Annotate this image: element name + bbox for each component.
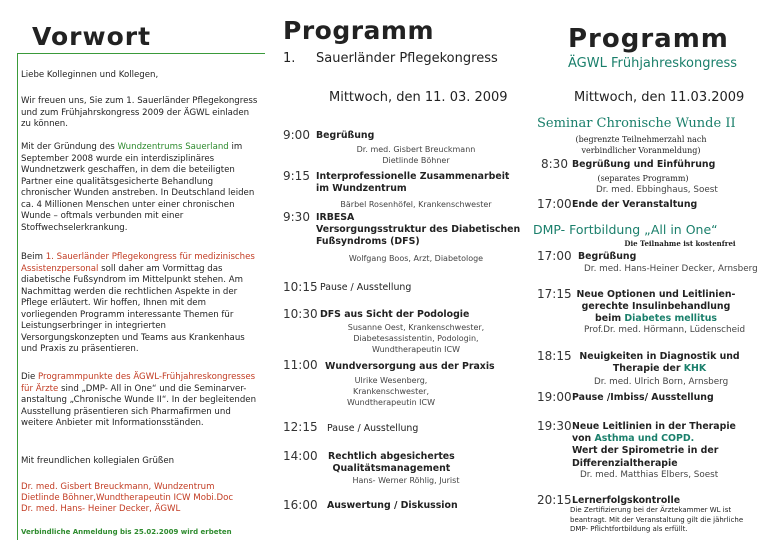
program-2-subtitle: ÄGWL Frühjahreskongress [568, 56, 738, 71]
schedule-title: DFS aus Sicht der Podologie [320, 309, 470, 320]
signature-3: Dr. med. Hans- Heiner Decker, ÄGWL [21, 504, 181, 514]
dmp-title: DMP- Fortbildung „All in One“ [533, 222, 718, 237]
schedule-speaker: Bärbel Rosenhöfel, Krankenschwester [340, 200, 492, 209]
schedule-time: 12:15 [283, 420, 318, 434]
signature-1: Dr. med. Gisbert Breuckmann, Wundzentrum [21, 482, 215, 492]
schedule-title: Wundversorgung aus der Praxis [325, 361, 495, 372]
schedule-time: 17:00 [537, 197, 572, 211]
paragraph-1: Wir freuen uns, Sie zum 1. Sauerländer Pflegekongress und zum Frühjahrskongress 2009 der ÄGWL einladen zu können. [21, 96, 258, 129]
schedule-title: Pause / Ausstellung [320, 282, 412, 293]
schedule-title: Begrüßung [316, 130, 375, 141]
registration-note: Verbindliche Anmeldung bis 25.02.2009 wird erbeten [21, 528, 232, 536]
schedule-speaker: Ulrike Wesenberg, Krankenschwester, Wundtherapeutin ICW [346, 376, 436, 407]
schedule-time: 17:15 [537, 287, 572, 301]
program-2-date: Mittwoch, den 11.03.2009 [574, 90, 745, 105]
certification-note: Die Zertifizierung bei der Ärztekammer WL ist beantragt. Mit der Veranstaltung gilt die jährliche DMP- Pflichtfortbildung als erfüllt. [570, 506, 744, 533]
schedule-time: 9:00 [283, 128, 310, 142]
paragraph-4: Die Programmpunkte des ÄGWL-Frühjahreskongresses für Ärzte sind „DMP- All in One“ und die Seminarver-anstaltung „Chronische Wunde II“. In der begleitenden Ausstellung präsentieren sich Pharmafirmen und weitere Anbieter mit Informationsständen. [21, 372, 257, 428]
signature-2: Dietlinde Böhner,Wundtherapeutin ICW Mobi.Doc [21, 493, 234, 503]
schedule-title: Rechtlich abgesichertes Qualitätsmanagement [328, 451, 455, 475]
schedule-time: 19:30 [537, 419, 572, 433]
schedule-time: 9:15 [283, 169, 310, 183]
schedule-title: Pause /Imbiss/ Ausstellung [572, 392, 714, 403]
schedule-title: Begrüßung und Einführung [572, 159, 716, 170]
schedule-time: 8:30 [541, 157, 568, 171]
schedule-title: IRBESA Versorgungsstruktur des Diabetischen Fußsyndroms (DFS) [316, 212, 521, 248]
schedule-speaker: Dr. med. Ulrich Born, Arnsberg [594, 377, 729, 387]
paragraph-3: Beim 1. Sauerländer Pflegekongress für medizinisches Assistenzpersonal soll daher am Vormittag das diabetische Fußsyndrom im Mittelpunkt stehen. Am Nachmittag werden die rechtlichen Aspekte in der Pflege erläutert. Wir hoffen, Ihnen mit dem vorliegenden Programm interessante Themen für Leistungserbringer in integrierten Versorgungskonzepten und Teams aus Krankenhaus und Praxis zu präsentieren. [21, 252, 255, 354]
schedule-speaker: Dr. med. Ebbinghaus, Soest [596, 185, 718, 195]
schedule-title: Lernerfolgskontrolle [572, 495, 681, 506]
schedule-title: Neuigkeiten in Diagnostik und Therapie der KHK [579, 351, 740, 375]
greeting: Liebe Kolleginnen und Kollegen, [21, 70, 159, 80]
program-1-number: 1. [283, 51, 296, 66]
schedule-title: Auswertung / Diskussion [327, 500, 458, 511]
schedule-speaker: Wolfgang Boos, Arzt, Diabetologe [348, 254, 484, 263]
program-1-subtitle: Sauerländer Pflegekongress [316, 51, 498, 66]
schedule-title: Neue Leitlinien in der Therapie von Asthma und COPD. Wert der Spirometrie in der Differenzialtherapie [572, 421, 736, 469]
schedule-title: Pause / Ausstellung [327, 423, 419, 434]
seminar-title: Seminar Chronische Wunde II [537, 116, 736, 131]
schedule-title: Begrüßung [578, 251, 637, 262]
schedule-title: Ende der Veranstaltung [572, 199, 698, 210]
schedule-time: 14:00 [283, 449, 318, 463]
schedule-time: 18:15 [537, 349, 572, 363]
schedule-speaker: Prof.Dr. med. Hörmann, Lüdenscheid [584, 325, 746, 335]
schedule-time: 16:00 [283, 498, 318, 512]
dmp-note: Die Teilnahme ist kostenfrei [624, 239, 736, 248]
program-1-title: Programm [283, 16, 435, 45]
schedule-time: 10:30 [283, 307, 318, 321]
schedule-speaker: Susanne Oest, Krankenschwester, Diabetesassistentin, Podologin, Wundtherapeutin ICW [347, 323, 485, 354]
program-1-date: Mittwoch, den 11. 03. 2009 [329, 90, 508, 105]
schedule-time: 20:15 [537, 493, 572, 507]
schedule-time: 17:00 [537, 249, 572, 263]
schedule-speaker: Dr. med. Hans-Heiner Decker, Arnsberg [584, 264, 758, 274]
schedule-speaker: Hans- Werner Röhlig, Jurist [352, 476, 460, 485]
schedule-time: 11:00 [283, 358, 318, 372]
schedule-speaker: Dr. med. Matthias Elbers, Soest [580, 470, 719, 480]
vorwort-title: Vorwort [32, 22, 152, 51]
schedule-time: 10:15 [283, 280, 318, 294]
closing: Mit freundlichen kollegialen Grüßen [21, 456, 175, 466]
schedule-speaker: Dr. med. Gisbert Breuckmann Dietlinde Böhner [356, 145, 476, 165]
seminar-note: (begrenzte Teilnehmerzahl nach verbindlicher Voranmeldung) [575, 135, 707, 155]
schedule-note: (separates Programm) [597, 174, 689, 183]
paragraph-2: Mit der Gründung des Wundzentrums Sauerland im September 2008 wurde ein interdisziplinäres Wundnetzwerk geschaffen, in dem die beteiligten Partner eine qualitätsgesicherte Behandlung chronischer Wunden anstreben. In Deutschland leiden ca. 4 Millionen Menschen unter einer chronischen Wunde – oftmals verbunden mit einer Stoffwechselerkrankung. [21, 142, 255, 233]
program-2-title: Programm [568, 24, 729, 54]
schedule-title: Interprofessionelle Zusammenarbeit im Wundzentrum [316, 171, 510, 195]
schedule-time: 19:00 [537, 390, 572, 404]
schedule-time: 9:30 [283, 210, 310, 224]
schedule-title: Neue Optionen und Leitlinien- gerechte Insulinbehandlung beim Diabetes mellitus [576, 289, 736, 325]
